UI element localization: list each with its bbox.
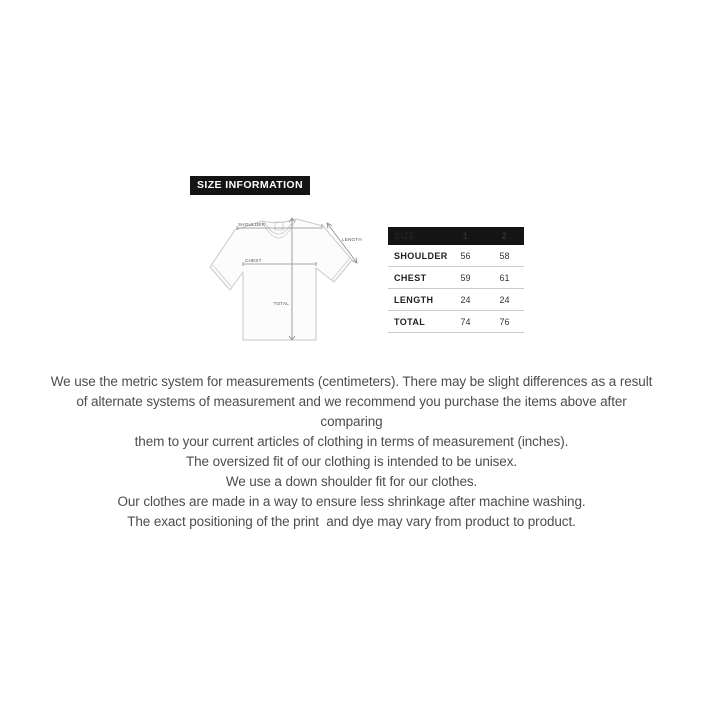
total-label: TOTAL <box>273 301 289 306</box>
size-table-header-row <box>388 227 524 245</box>
row-label: LENGTH <box>394 294 434 305</box>
tshirt-measurement-diagram <box>195 210 365 350</box>
row-value-size2: 76 <box>499 316 510 327</box>
row-label: TOTAL <box>394 316 426 327</box>
row-value-size2: 24 <box>499 294 510 305</box>
row-label: CHEST <box>394 272 427 283</box>
row-value-size2: 61 <box>499 272 510 283</box>
shoulder-label: SHOULDER <box>238 222 266 227</box>
size-table <box>388 227 524 333</box>
note-line: We use a down shoulder fit for our clothes. <box>225 474 478 489</box>
row-value-size1: 74 <box>460 316 471 327</box>
tshirt-outline <box>210 219 352 340</box>
length-label: LENGTH <box>342 237 362 242</box>
measurement-notes <box>0 372 703 532</box>
row-value-size2: 58 <box>499 250 510 261</box>
note-line: We use the metric system for measurements (centimeters). There may be slight differences as a result <box>50 374 653 389</box>
note-line: The oversized fit of our clothing is intended to be unisex. <box>185 454 518 469</box>
table-row-shoulder <box>388 245 524 267</box>
size-information-badge-label: SIZE INFORMATION <box>197 179 303 191</box>
size-table-header-col2: 2 <box>501 231 508 241</box>
row-value-size1: 56 <box>460 250 471 261</box>
row-label: SHOULDER <box>394 250 448 261</box>
table-row-chest <box>388 267 524 289</box>
row-value-size1: 24 <box>460 294 471 305</box>
chest-label: CHEST <box>245 258 262 263</box>
size-table-header-size: SIZE <box>394 231 416 241</box>
row-value-size1: 59 <box>460 272 471 283</box>
size-table-header-col1: 1 <box>462 231 469 241</box>
note-line: comparing <box>320 414 383 429</box>
table-row-total <box>388 311 524 333</box>
tshirt-diagram-svg <box>195 210 365 350</box>
note-line: them to your current articles of clothing in terms of measurement (inches). <box>134 434 569 449</box>
note-line: Our clothes are made in a way to ensure less shrinkage after machine washing. <box>117 494 586 509</box>
note-line: The exact positioning of the print and dye may vary from product to product. <box>127 514 576 529</box>
size-information-badge <box>190 176 310 195</box>
table-row-length <box>388 289 524 311</box>
note-line: of alternate systems of measurement and we recommend you purchase the items above after <box>76 394 627 409</box>
